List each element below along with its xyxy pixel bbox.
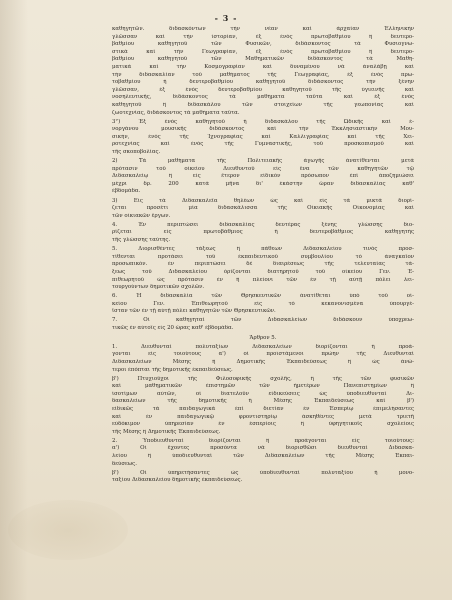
- text-line: δεύσεως.: [112, 460, 137, 467]
- text-line: δασκαλείων τῆς δημοτικῆς ἢ Μέσης Ἐκπαιδεύσεως καὶ β'): [112, 398, 414, 405]
- text-line: 5. Διορισθέντες τάξεως ἢ πάθεων Διδασκαλείου τινὸς προσ-: [112, 246, 414, 253]
- text-line: εὐδόκιμον ὑπηρεσίαν ἐν ἑσπερίοις ἢ ὑφηγητικοῖς σχολείοις: [112, 421, 414, 428]
- text-line: τοβαθμίου ἢ δευτεροβαθμίου καθηγητοῦ διδάσκοντος τὴν ξένην: [112, 79, 414, 86]
- page-number: - 3 -: [214, 13, 238, 23]
- text-line: εἰδικῶς τὰ παιδαγωγικὰ ἐπὶ διετίαν ἐν Ἑσπερίῳ ἐπιμελήσαντες: [112, 406, 414, 412]
- text-line: τικῶς ἐν αὐτοῖς εἰς 20 ὥρας καθ' ἑβδομάδα.: [112, 325, 234, 332]
- text-line: πιθεωρητοῦ ὡς πρότασιν ἐν ἢ πλείονι τῶν ἐν τῇ αὐτῇ πόλει λει-: [112, 276, 414, 283]
- paragraph: [112, 158, 414, 196]
- text-line: ξεως τοῦ Διδασκαλείου ὁρίζονται διατηρητοῦ τοῦ οἰκείου Γεν. Ἐ-: [112, 268, 414, 275]
- text-line: 7. Οἱ καθηγηταὶ τῶν Διδασκαλείων διδάσκουν ὑποχρεω-: [112, 317, 414, 324]
- text-line: τεροι ἐπόπται τῆς δημοτικῆς ἐκπαιδεύσεως.: [112, 366, 233, 373]
- paragraph: [112, 438, 414, 468]
- paper-stain: [8, 500, 128, 560]
- text-line: νοργάνου μουσικῆς διδάσκοντος καὶ τὴν Ἐκκλησιαστικὴν Μου-: [112, 126, 414, 133]
- text-line: τῆς Μέσης ἢ Δημοτικῆς Ἐκπαιδεύσεως.: [112, 428, 221, 435]
- text-line: τὴν διδασκαλίαν τοῦ μαθήματος τῆς Γεωγραφίας, ἐξ ἑνὸς πρω-: [112, 71, 414, 78]
- text-line: καὶ μαθηματικῶν ἐπιστημῶν τῶν ἡμετέρων Πανεπιστημίων ἢ: [112, 383, 414, 390]
- text-line: νοσηλευτικῆς, διδάσκοντος τὰ μαθήματα ταῦτα καὶ ἐξ ἑνὸς: [112, 94, 414, 101]
- text-line: 6. Ἡ διδασκαλία τῶν Θρησκευτικῶν ἀνατίθεται ὑπὸ τοῦ οἰ-: [112, 293, 414, 300]
- text-line: ρίζεται εἰς πρωτοβάθμιος ἢ δευτεροβάθμιος καθηγητὴς: [112, 229, 414, 236]
- paragraph: [112, 344, 414, 374]
- text-line: κείου Γεν. Ἐπιθεωρητοῦ εἰς τὸ κεκανονισμένα ὑπουργέ-: [112, 300, 414, 307]
- text-line: στικὰ καὶ τὴν Γεωγραφίαν, ἐξ ἑνὸς πρωτοβαθμίου ἢ δευτερο-: [112, 48, 414, 55]
- text-line: πρότασιν τοῦ οἰκείου Διευθυντοῦ εἰς ἕνα τῶν καθηγητῶν τῷ: [112, 165, 414, 172]
- text-line: τῆς σκοποβολίας.: [112, 149, 161, 155]
- paragraph: [112, 26, 414, 117]
- text-line: τίθενται προτάσει τοῦ ἐκπαιδευτικοῦ συμβουλίου τὸ ἀναγκαῖον: [112, 253, 414, 260]
- paragraph: [112, 470, 414, 485]
- paragraph: [112, 293, 414, 316]
- text-line: γλῶσσαν καὶ τὴν ἱστορίαν, ἐξ ἑνὸς πρωτοβαθμίου ἢ δευτερο-: [112, 33, 414, 40]
- text-line: β') Πτυχιοῦχοι τῆς Φιλοσοφικῆς σχολῆς, ἢ τῆς τῶν φυσικῶν: [112, 375, 414, 382]
- paragraph: [112, 222, 414, 245]
- text-line: βαθμίου καθηγητοῦ τῶν Φυσικῶν, διδάσκοντος τὰ Φυσιογνω-: [112, 41, 414, 48]
- text-line: ματικὰ καὶ τὴν Κοσμογραφίαν καὶ δυναμένου νὰ ἀναλάβῃ καὶ: [112, 63, 414, 70]
- paragraph: [112, 246, 414, 292]
- text-line: 3) Εἰς τὰ Διδασκαλεῖα θηλέων ὡς καὶ εἰς τὰ μικτὰ διορί-: [112, 197, 414, 204]
- text-line: 3°) Ἐξ ἑνὸς καθηγητοῦ ἢ διδασκάλου τῆς Ὠδικῆς καὶ ἑ-: [112, 118, 414, 125]
- text-line: τῆς γλώσσης ταύτης.: [112, 237, 171, 244]
- paragraph: [112, 198, 414, 221]
- text-line: ζεται προσέτι μία διδασκάλισσα τῆς Οἰκιακῆς Οἰκονομίας καὶ: [112, 205, 414, 212]
- paragraph: [112, 317, 414, 332]
- paragraph: [112, 376, 414, 437]
- article-heading: Ἄρθρον 5.: [249, 335, 277, 342]
- text-line: ἵσταν τῶν ἐν τῇ αὐτῇ πόλει καθηγητῶν τῶν Θρησκευτικῶν.: [112, 308, 276, 315]
- text-line: Διδασκαλείῳ ἢ εἰς ἕτερον εἰδικὸν πρόσωπον ἐπὶ ἀποζημιώσει: [112, 173, 414, 180]
- text-line: 2. Ὑποδιευθυνταὶ διορίζονται ἢ προάγονται εἰς τοιούτους:: [112, 437, 414, 444]
- text-line: καθηγητῶν. διδασκόντων τὴν νέαν καὶ ἀρχαίαν Ἑλληνικὴν: [112, 26, 414, 32]
- paragraph: [112, 119, 414, 157]
- text-line: μέχρι δρ. 200 κατὰ μῆνα δι' ἑκάστην ὥραν διδασκαλίας καθ': [112, 180, 414, 187]
- text-line: ροτεχνίας καὶ ἑνὸς τῆς Γυμναστικῆς, τοῦ προσκοπισμοῦ καὶ: [112, 141, 414, 148]
- text-line: προσωπικόν. ἐν περιπτώσει δὲ διαιρέσεως τῆς τελευταίας τά-: [112, 261, 414, 268]
- text-line: γονται εἰς τοιούτους α') οἱ προϊστάμενοι πρώην τῆς Διευθυνταὶ: [112, 351, 414, 358]
- text-line: ταξίου Διδασκαλείου δημοτικῆς ἐκπαιδεύσεως.: [112, 477, 243, 484]
- text-line: λείου ἢ ὑποδιευθυνταὶ τῶν Διδασκαλείων τῆς Μέσης Ἐκπαι-: [112, 453, 414, 460]
- text-line: ἰσοτίμων αὐτῶν, οἱ διατελοῦν εἰδικεύσεις ὡς ὑποδιευθυνταὶ Δι-: [112, 390, 414, 397]
- text-line: καὶ ἐν παιδαγωγικῷ φροντιστηρίῳ ἀσκηθέντες μετὰ τριετῆ: [112, 413, 414, 420]
- text-line: τουργούντων δημοτικῶν σχολῶν.: [112, 284, 205, 291]
- text-line: 2) Τὰ μαθήματα τῆς Πολιτειακῆς ἀγωγῆς ἀνατίθενται μετὰ: [112, 158, 414, 165]
- text-line: ζωοτεχνίας, διδάσκοντος τὰ μαθήματα ταῦτα.: [112, 109, 240, 116]
- text-line: 4. Ἐν περιπτώσει διδασκαλίας δευτέρας ξένης γλώσσης διο-: [112, 221, 414, 228]
- text-line: γλῶσσαν, ἐξ ἑνὸς δευτεροβαθμίου καθηγητοῦ τῆς ὑγιεινῆς καὶ: [112, 86, 414, 93]
- text-line: καθηγητοῦ ἢ διδασκάλου τῶν στοιχείων τῆς γεωπονίας καὶ: [112, 101, 414, 108]
- text-line: α') Οἱ ἔχοντες προσόντα νὰ διορισθῶσι διευθυνταὶ Διδασκα-: [112, 445, 414, 452]
- document-body: [112, 26, 414, 486]
- text-line: σικὴν, ἑνὸς τῆς Ἰχνογραφίας καὶ Καλλιγραφίας καὶ τῆς Χει-: [112, 133, 414, 140]
- text-line: τῶν οἰκιακῶν ἔργων.: [112, 212, 171, 219]
- text-line: Διδασκαλείων Μέσης ἢ Δημοτικῆς Ἐκπαιδεύσεως ἢ ὡς ἀνώ-: [112, 358, 414, 365]
- text-line: βαθμίου καθηγητοῦ τῶν Μαθηματικῶν διδάσκοντος τὰ Μαθη-: [112, 56, 414, 63]
- text-line: β') Οἱ ὑπηρετήσαντες ὡς ὑποδιευθυνταὶ πολυταξίου ἢ μονο-: [112, 469, 414, 476]
- text-line: ἑβδομάδα.: [112, 188, 141, 195]
- text-line: 1. Διευθυνταὶ πολυταξίων Διδασκαλείων διορίζονται ἢ προά-: [112, 343, 414, 350]
